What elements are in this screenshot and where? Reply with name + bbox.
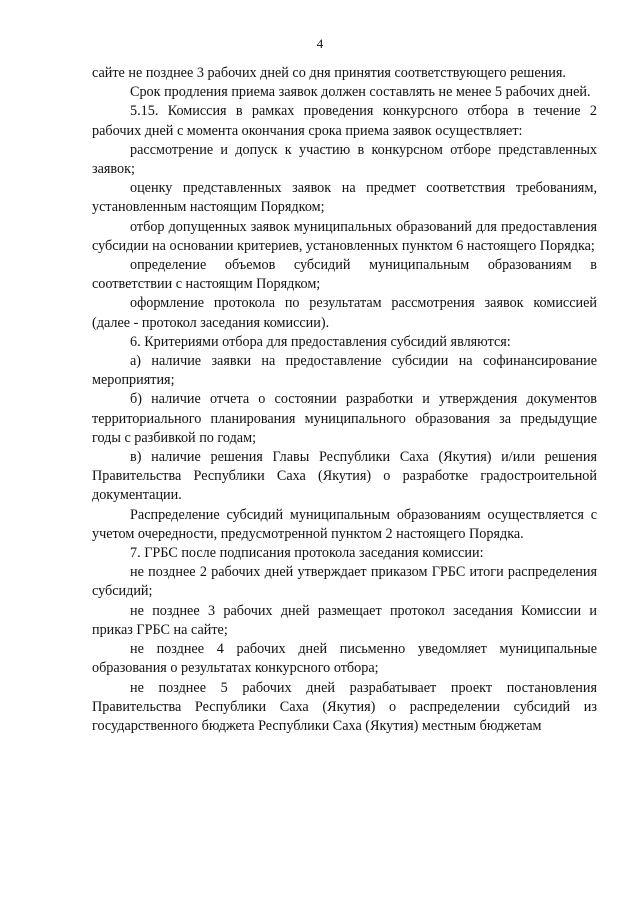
paragraph-continuation: сайте не позднее 3 рабочих дней со дня принятия соответствующего решения. [92, 65, 566, 81]
list-item: оформление протокола по результатам рассмотрения заявок комиссией (далее - протокол заседания комиссии). [92, 295, 597, 331]
paragraph-clause-6: 6. Критериями отбора для предоставления субсидий являются: [130, 333, 511, 350]
list-item: не позднее 4 рабочих дней письменно уведомляет муниципальные образования о результатах конкурсного отбора; [92, 641, 597, 677]
document-body [92, 64, 597, 736]
list-item: не позднее 2 рабочих дней утверждает приказом ГРБС итоги распределения субсидий; [92, 564, 597, 600]
list-item: оценку представленных заявок на предмет соответствия требованиям, установленным настоящим Порядком; [92, 180, 597, 216]
list-item: б) наличие отчета о состоянии разработки и утверждения документов территориального планирования муниципального образования за предыдущие годы с разбивкой по годам; [92, 391, 597, 446]
list-item: определение объемов субсидий муниципальным образованиям в соответствии с настоящим Порядком; [92, 257, 597, 293]
list-item: не позднее 5 рабочих дней разрабатывает проект постановления Правительства Республики Саха (Якутия) о распределении субсидий из государственного бюджета Республики Саха (Якутия) местным бюджетам [92, 679, 597, 734]
list-item: рассмотрение и допуск к участию в конкурсном отборе представленных заявок; [92, 141, 597, 178]
list-item: в) наличие решения Главы Республики Саха (Якутия) и/или решения Правительства Республики Саха (Якутия) о разработке градостроительной документации. [92, 449, 597, 504]
paragraph: Срок продления приема заявок должен составлять не менее 5 рабочих дней. [130, 84, 591, 101]
paragraph: Распределение субсидий муниципальным образованиям осуществляется с учетом очередности, предусмотренной пунктом 2 настоящего Порядка. [92, 506, 597, 542]
list-item: не позднее 3 рабочих дней размещает протокол заседания Комиссии и приказ ГРБС на сайте; [92, 602, 597, 638]
list-item: отбор допущенных заявок муниципальных образований для предоставления субсидии на основании критериев, установленных пунктом 6 настоящего Порядка; [92, 218, 597, 254]
paragraph-clause-7: 7. ГРБС после подписания протокола заседания комиссии: [130, 545, 484, 562]
list-item: а) наличие заявки на предоставление субсидии на софинансирование мероприятия; [92, 353, 597, 389]
paragraph-clause-5-15: 5.15. Комиссия в рамках проведения конкурсного отбора в течение 2 рабочих дней с момента окончания срока приема заявок осуществляет: [92, 103, 597, 139]
page-number: 4 [316, 36, 324, 51]
